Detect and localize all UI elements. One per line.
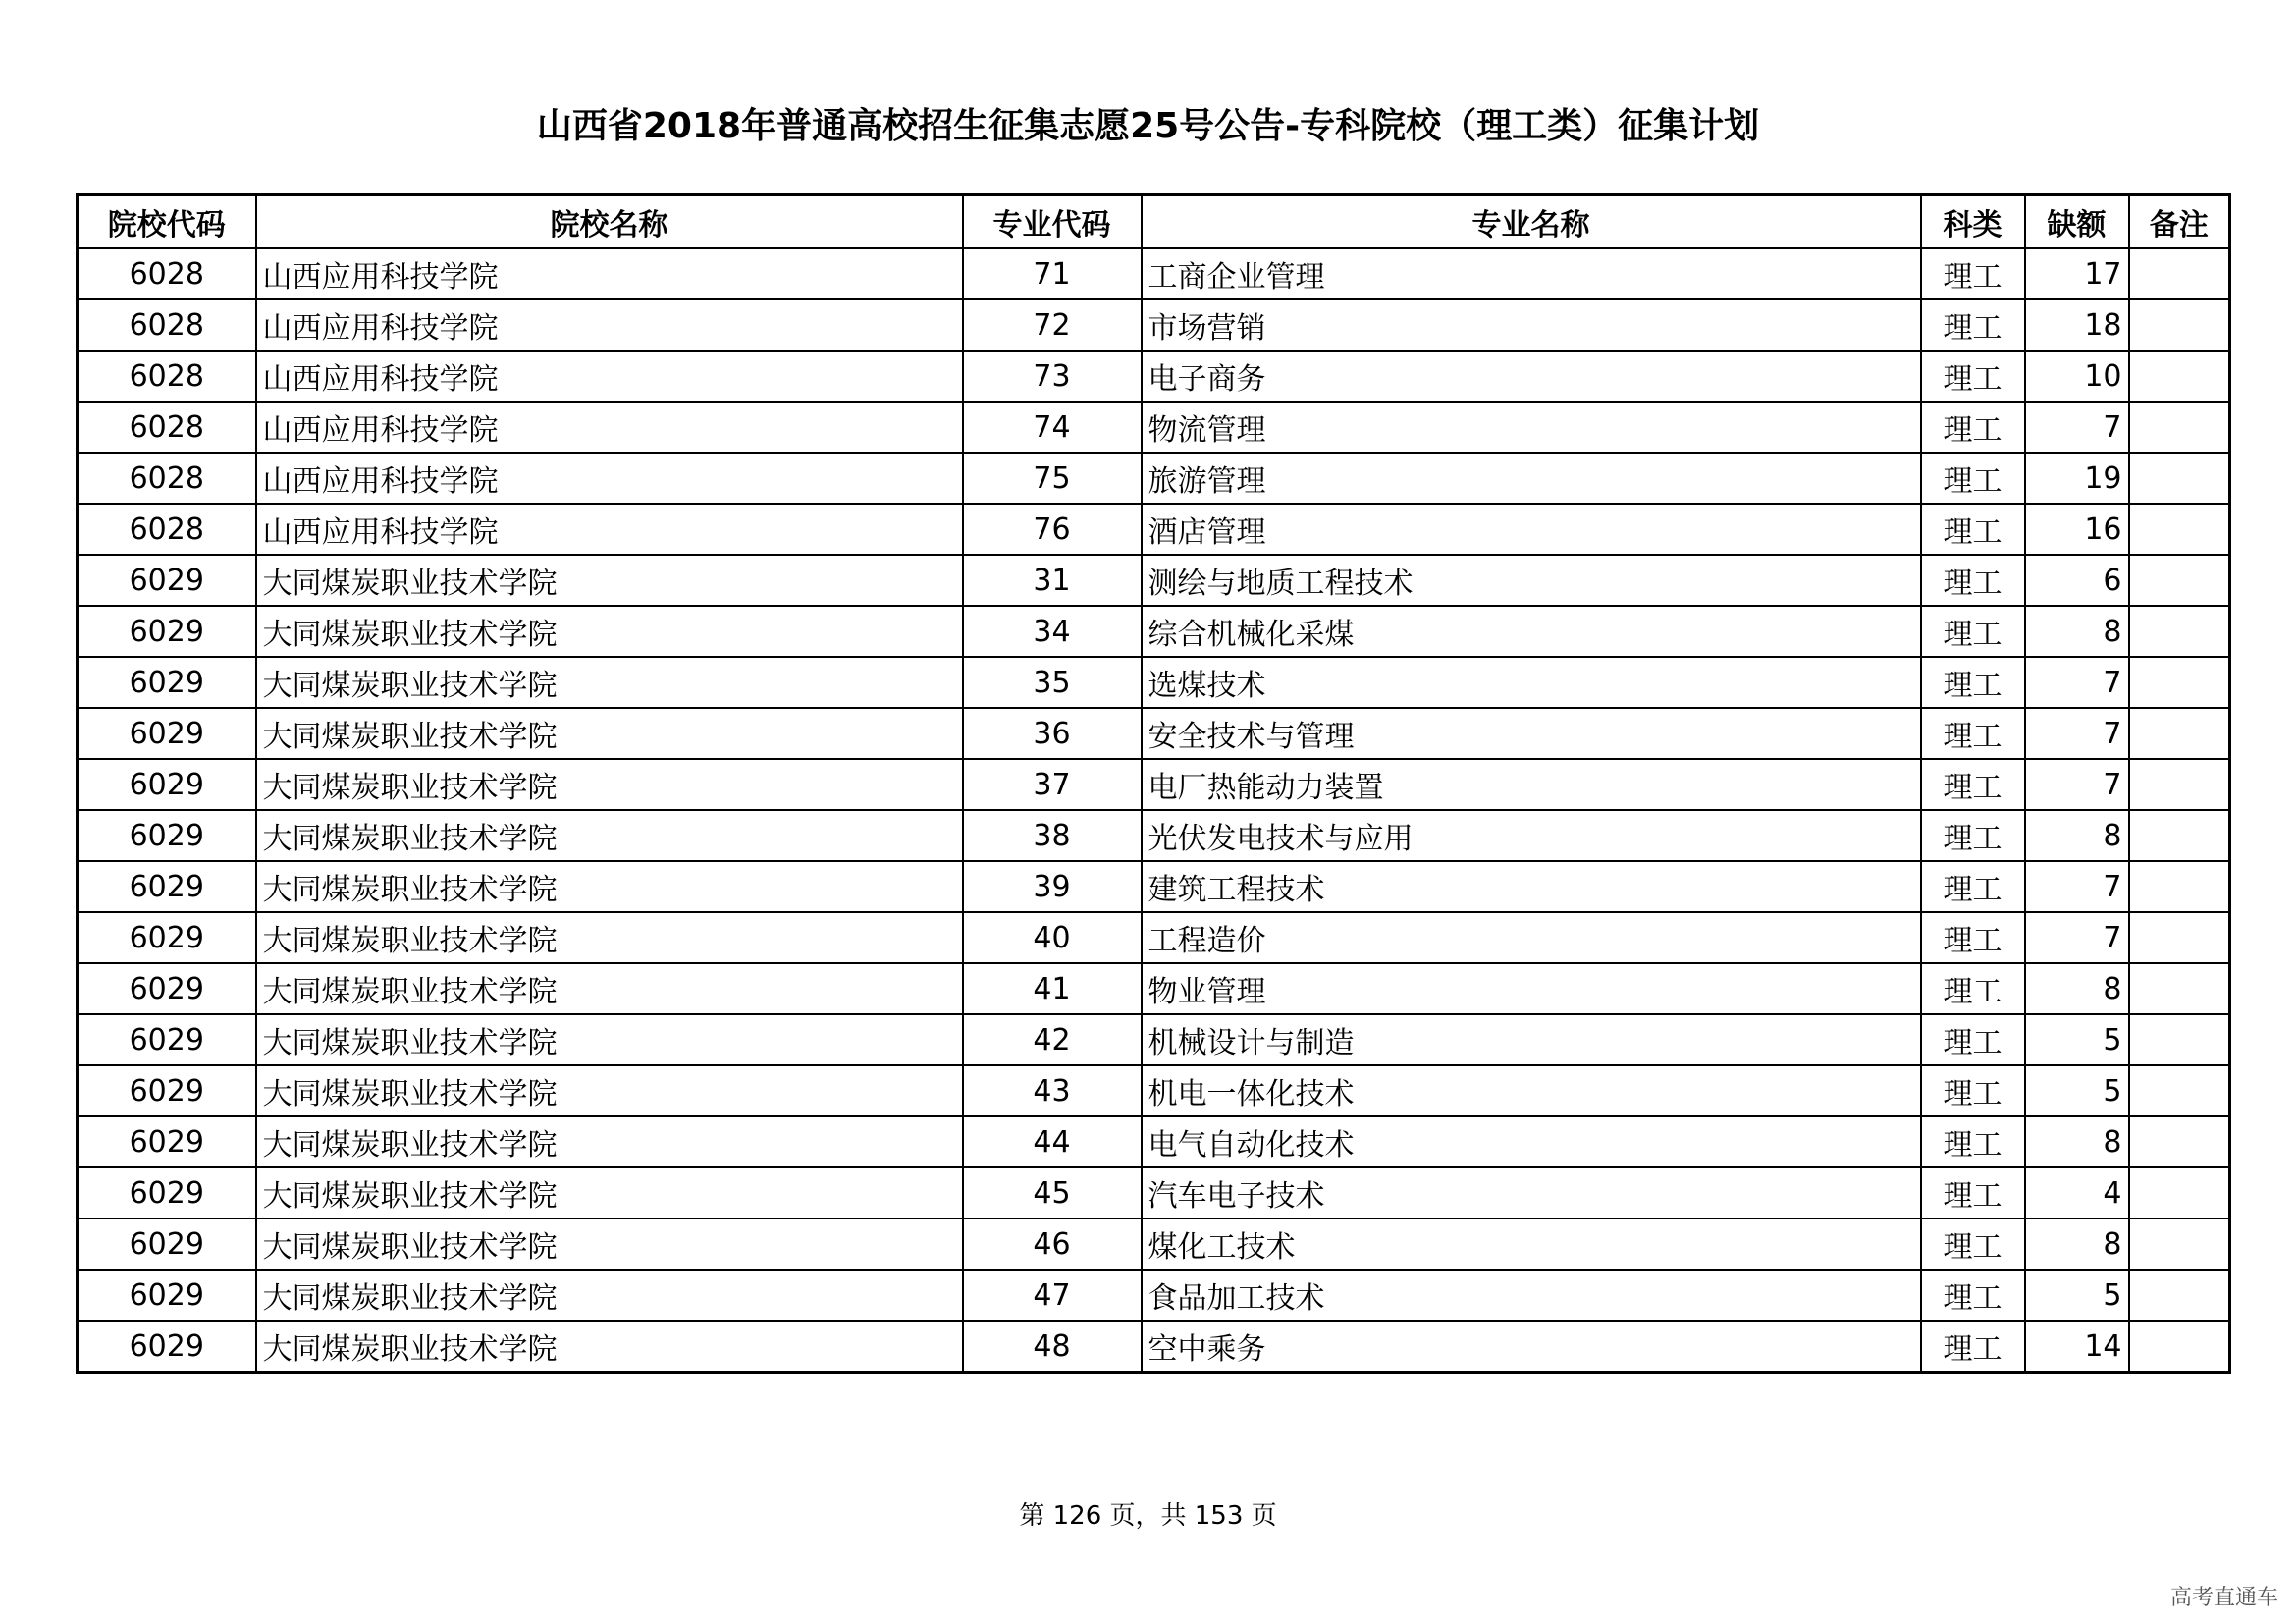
cell-vacancy: 16 [2025,504,2129,555]
cell-vacancy: 8 [2025,1116,2129,1167]
cell-school-name: 大同煤炭职业技术学院 [256,1167,963,1218]
cell-note [2129,1014,2230,1065]
cell-school-name: 大同煤炭职业技术学院 [256,1065,963,1116]
cell-category: 理工 [1921,555,2025,606]
table-row [78,453,2230,504]
cell-vacancy: 7 [2025,657,2129,708]
cell-note [2129,1218,2230,1270]
cell-category: 理工 [1921,759,2025,810]
table-row [78,657,2230,708]
cell-school-name: 大同煤炭职业技术学院 [256,606,963,657]
cell-school-name: 山西应用科技学院 [256,402,963,453]
cell-school-name: 大同煤炭职业技术学院 [256,810,963,861]
cell-school-name: 山西应用科技学院 [256,453,963,504]
table-row [78,861,2230,912]
cell-school-name: 大同煤炭职业技术学院 [256,912,963,963]
cell-vacancy: 7 [2025,759,2129,810]
table-row [78,555,2230,606]
cell-major-name: 电气自动化技术 [1142,1116,1921,1167]
cell-major-code: 37 [963,759,1142,810]
cell-category: 理工 [1921,1065,2025,1116]
cell-category: 理工 [1921,1218,2025,1270]
page-title: 山西省2018年普通高校招生征集志愿25号公告-专科院校（理工类）征集计划 [536,106,1760,146]
cell-vacancy: 17 [2025,248,2129,299]
cell-vacancy: 5 [2025,1270,2129,1321]
cell-major-code: 48 [963,1321,1142,1373]
table-row [78,1167,2230,1218]
cell-major-name: 酒店管理 [1142,504,1921,555]
cell-major-name: 煤化工技术 [1142,1218,1921,1270]
header-school-code: 院校代码 [78,195,256,249]
cell-major-code: 38 [963,810,1142,861]
cell-school-code: 6029 [78,810,256,861]
cell-major-code: 40 [963,912,1142,963]
table-row [78,606,2230,657]
cell-note [2129,299,2230,351]
cell-school-code: 6029 [78,1116,256,1167]
cell-school-code: 6029 [78,963,256,1014]
cell-school-code: 6029 [78,606,256,657]
cell-category: 理工 [1921,1116,2025,1167]
cell-category: 理工 [1921,657,2025,708]
cell-school-name: 大同煤炭职业技术学院 [256,963,963,1014]
cell-major-name: 光伏发电技术与应用 [1142,810,1921,861]
cell-school-code: 6029 [78,1270,256,1321]
table-row [78,708,2230,759]
cell-category: 理工 [1921,504,2025,555]
cell-major-name: 物流管理 [1142,402,1921,453]
cell-school-code: 6029 [78,861,256,912]
cell-school-code: 6029 [78,1167,256,1218]
cell-school-name: 大同煤炭职业技术学院 [256,1218,963,1270]
cell-major-name: 物业管理 [1142,963,1921,1014]
cell-vacancy: 8 [2025,963,2129,1014]
cell-category: 理工 [1921,1014,2025,1065]
cell-major-code: 44 [963,1116,1142,1167]
table-row [78,1116,2230,1167]
cell-vacancy: 5 [2025,1065,2129,1116]
cell-school-code: 6029 [78,1321,256,1373]
cell-note [2129,861,2230,912]
cell-major-code: 34 [963,606,1142,657]
cell-school-name: 大同煤炭职业技术学院 [256,1270,963,1321]
cell-category: 理工 [1921,453,2025,504]
cell-major-code: 39 [963,861,1142,912]
table-row [78,1321,2230,1373]
cell-vacancy: 7 [2025,402,2129,453]
cell-major-name: 电子商务 [1142,351,1921,402]
table-body [78,248,2230,1373]
table-header-row [78,195,2230,249]
cell-major-code: 73 [963,351,1142,402]
cell-school-name: 大同煤炭职业技术学院 [256,1116,963,1167]
cell-category: 理工 [1921,248,2025,299]
cell-note [2129,606,2230,657]
cell-major-code: 47 [963,1270,1142,1321]
cell-major-name: 旅游管理 [1142,453,1921,504]
table-row [78,912,2230,963]
cell-vacancy: 8 [2025,606,2129,657]
cell-category: 理工 [1921,299,2025,351]
cell-major-code: 75 [963,453,1142,504]
cell-major-code: 71 [963,248,1142,299]
table-row [78,402,2230,453]
cell-major-name: 市场营销 [1142,299,1921,351]
cell-major-code: 41 [963,963,1142,1014]
cell-vacancy: 19 [2025,453,2129,504]
cell-school-code: 6029 [78,759,256,810]
cell-note [2129,810,2230,861]
cell-major-name: 电厂热能动力装置 [1142,759,1921,810]
header-category: 科类 [1921,195,2025,249]
cell-vacancy: 4 [2025,1167,2129,1218]
cell-major-code: 36 [963,708,1142,759]
cell-vacancy: 8 [2025,1218,2129,1270]
cell-note [2129,963,2230,1014]
cell-school-code: 6028 [78,402,256,453]
cell-school-name: 大同煤炭职业技术学院 [256,657,963,708]
cell-note [2129,1116,2230,1167]
table-row [78,963,2230,1014]
table-row [78,1065,2230,1116]
cell-major-name: 建筑工程技术 [1142,861,1921,912]
cell-note [2129,351,2230,402]
cell-major-code: 74 [963,402,1142,453]
cell-note [2129,1167,2230,1218]
table-row [78,1218,2230,1270]
cell-major-code: 42 [963,1014,1142,1065]
cell-vacancy: 14 [2025,1321,2129,1373]
cell-school-code: 6029 [78,708,256,759]
cell-vacancy: 18 [2025,299,2129,351]
table-row [78,810,2230,861]
cell-school-code: 6028 [78,351,256,402]
cell-vacancy: 5 [2025,1014,2129,1065]
cell-major-name: 汽车电子技术 [1142,1167,1921,1218]
cell-school-name: 大同煤炭职业技术学院 [256,555,963,606]
cell-major-code: 35 [963,657,1142,708]
cell-school-code: 6028 [78,248,256,299]
cell-note [2129,453,2230,504]
cell-vacancy: 7 [2025,912,2129,963]
cell-category: 理工 [1921,708,2025,759]
cell-note [2129,555,2230,606]
cell-major-name: 选煤技术 [1142,657,1921,708]
cell-note [2129,402,2230,453]
cell-note [2129,657,2230,708]
table-row [78,1270,2230,1321]
cell-school-code: 6029 [78,912,256,963]
cell-category: 理工 [1921,351,2025,402]
cell-major-name: 工商企业管理 [1142,248,1921,299]
cell-major-name: 机电一体化技术 [1142,1065,1921,1116]
cell-category: 理工 [1921,912,2025,963]
cell-major-code: 46 [963,1218,1142,1270]
header-school-name: 院校名称 [256,195,963,249]
cell-category: 理工 [1921,963,2025,1014]
enrollment-plan-table [76,193,2231,1374]
cell-school-name: 大同煤炭职业技术学院 [256,1321,963,1373]
cell-school-name: 山西应用科技学院 [256,299,963,351]
cell-school-code: 6029 [78,555,256,606]
cell-vacancy: 6 [2025,555,2129,606]
table-row [78,299,2230,351]
cell-note [2129,248,2230,299]
cell-category: 理工 [1921,810,2025,861]
cell-school-code: 6028 [78,453,256,504]
cell-major-code: 45 [963,1167,1142,1218]
cell-vacancy: 7 [2025,861,2129,912]
cell-school-code: 6029 [78,657,256,708]
page-footer: 第 126 页，共 153 页 [1019,1501,1277,1531]
cell-school-code: 6029 [78,1014,256,1065]
cell-school-code: 6028 [78,299,256,351]
table-row [78,1014,2230,1065]
table-row [78,759,2230,810]
cell-school-name: 大同煤炭职业技术学院 [256,1014,963,1065]
cell-school-code: 6029 [78,1218,256,1270]
cell-vacancy: 10 [2025,351,2129,402]
cell-school-name: 大同煤炭职业技术学院 [256,708,963,759]
table-row [78,504,2230,555]
cell-category: 理工 [1921,402,2025,453]
header-major-code: 专业代码 [963,195,1142,249]
cell-note [2129,912,2230,963]
table-row [78,248,2230,299]
cell-major-code: 72 [963,299,1142,351]
cell-major-code: 31 [963,555,1142,606]
header-note: 备注 [2129,195,2230,249]
cell-note [2129,759,2230,810]
cell-category: 理工 [1921,1321,2025,1373]
cell-major-name: 安全技术与管理 [1142,708,1921,759]
cell-major-name: 空中乘务 [1142,1321,1921,1373]
cell-school-name: 山西应用科技学院 [256,504,963,555]
cell-major-name: 工程造价 [1142,912,1921,963]
header-vacancy: 缺额 [2025,195,2129,249]
cell-school-name: 山西应用科技学院 [256,248,963,299]
cell-category: 理工 [1921,861,2025,912]
cell-school-name: 大同煤炭职业技术学院 [256,759,963,810]
cell-vacancy: 7 [2025,708,2129,759]
cell-note [2129,1270,2230,1321]
header-major-name: 专业名称 [1142,195,1921,249]
cell-major-code: 76 [963,504,1142,555]
cell-school-code: 6028 [78,504,256,555]
cell-category: 理工 [1921,1167,2025,1218]
cell-school-name: 大同煤炭职业技术学院 [256,861,963,912]
cell-major-name: 综合机械化采煤 [1142,606,1921,657]
cell-major-name: 测绘与地质工程技术 [1142,555,1921,606]
cell-note [2129,1065,2230,1116]
cell-major-name: 食品加工技术 [1142,1270,1921,1321]
cell-note [2129,504,2230,555]
cell-vacancy: 8 [2025,810,2129,861]
cell-school-code: 6029 [78,1065,256,1116]
cell-major-code: 43 [963,1065,1142,1116]
cell-note [2129,708,2230,759]
cell-school-name: 山西应用科技学院 [256,351,963,402]
cell-category: 理工 [1921,606,2025,657]
table-row [78,351,2230,402]
watermark: 高考直通车 [2169,1586,2278,1610]
cell-major-name: 机械设计与制造 [1142,1014,1921,1065]
cell-note [2129,1321,2230,1373]
cell-category: 理工 [1921,1270,2025,1321]
